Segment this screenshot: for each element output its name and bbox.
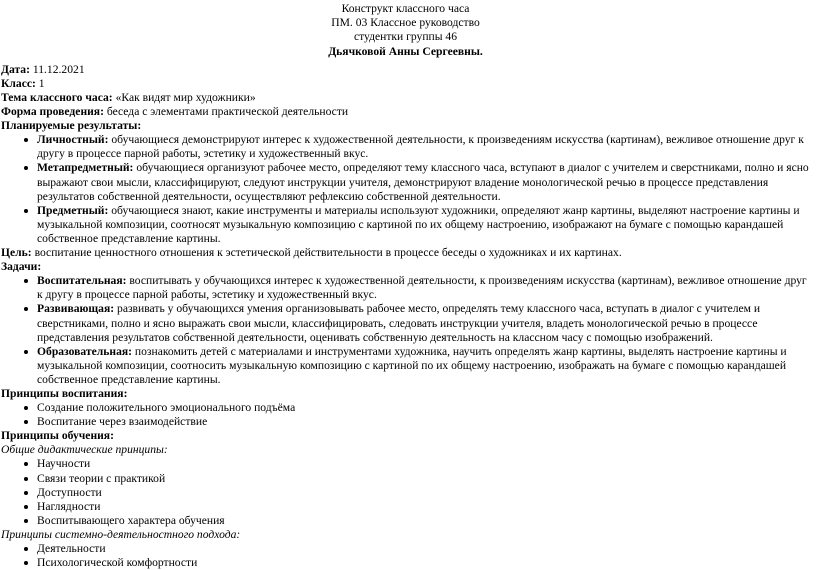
result-label: Метапредметный: [37,161,134,175]
goal-row [1,246,810,260]
tasks-list [1,274,810,387]
system-heading: Принципы системно-деятельностного подхода: [1,527,241,541]
task-item-educational [37,345,810,387]
upbringing-heading: Принципы воспитания: [1,386,128,400]
task-item-developing [37,302,810,344]
task-text: познакомить детей с материалами и инструментами художника, научить определять жанр картины, выделять настроение картины и музыкальной композиции, соотносить музыкальную композицию с картиной по их общему настроению, изображать на бумаге с помощью карандашей собственное представление картины. [37,344,787,386]
didactic-list [1,457,810,527]
result-item-metasubject [37,161,810,203]
task-label: Развивающая: [37,302,115,316]
document-header [1,2,810,59]
result-item-subject [37,204,810,246]
form-value: беседа с элементами практической деятельности [106,105,349,119]
goal-label: Цель: [1,246,32,260]
task-label: Образовательная: [37,344,133,358]
date-value: 11.12.2021 [32,62,85,76]
list-item: Создание положительного эмоционального подъёма [37,401,810,415]
form-label: Форма проведения: [1,105,104,119]
form-row [1,105,810,119]
learning-heading: Принципы обучения: [1,429,114,443]
list-item: Научности [37,457,810,471]
class-value: 1 [38,76,45,90]
didactic-heading: Общие дидактические принципы: [1,443,168,457]
results-heading: Планируемые результаты: [1,119,142,133]
meta-block [1,63,810,119]
results-list [1,133,810,246]
task-item-upbringing [37,274,810,302]
list-item: Связи теории с практикой [37,472,810,486]
task-text: развивать у обучающихся умения организовывать рабочее место, определять тему классного часа, вступать в диалог с учителем и сверстниками, полно и ясно выражать свои мысли, классифицировать, следовать инструкции учителя, владеть монологической речью в процессе представления результатов собственной деятельности, оценивать собственную деятельность на классном часу с помощью изображений. [37,302,761,344]
system-list [1,542,810,570]
list-item: Психологической комфортности [37,556,810,570]
result-label: Личностный: [37,133,109,147]
list-item: Деятельности [37,542,810,556]
result-item-personal [37,133,810,161]
list-item: Воспитывающего характера обучения [37,514,810,528]
result-text: обучающиеся организуют рабочее место, определяют тему классного часа, вступают в диалог с учителем и сверстниками, полно и ясно выражают свои мысли, классифицируют, следуют инструкции учителя, демонстрируют владение монологической речью в процессе представления результатов собственной деятельности, осуществляют рефлексию собственной деятельности. [37,161,809,203]
list-item: Доступности [37,486,810,500]
topic-row [1,91,810,105]
result-label: Предметный: [37,203,109,217]
class-label: Класс: [1,76,36,90]
tasks-heading: Задачи: [1,260,42,274]
class-row [1,77,810,91]
topic-label: Тема классного часа: [1,91,113,104]
topic-value: «Как видят мир художники» [115,91,256,104]
task-label: Воспитательная: [37,274,127,288]
author-line: Дьячковой Анны Сергеевны. [328,44,483,58]
group-line: студентки группы 46 [353,30,458,44]
task-text: воспитывать у обучающихся интерес к художественной деятельности, к произведениям искусства (картинам), вежливое отношение друг к другу в процессе парной работы, эстетику и художественный вкус. [37,274,807,302]
list-item: Воспитание через взаимодействие [37,415,810,429]
date-label: Дата: [1,62,30,76]
module-line: ПМ. 03 Классное руководство [331,16,480,30]
goal-text: воспитание ценностного отношения к эстетической действительности в процессе беседы о художниках и их картинах. [34,246,622,260]
document-title: Конструкт классного часа [341,2,470,15]
date-row [1,63,810,77]
result-text: обучающиеся демонстрируют интерес к художественной деятельности, к произведениям искусства (картинам), вежливое отношение друг к другу в процессе парной работы, эстетику и художественный вкус. [37,133,804,161]
list-item: Наглядности [37,500,810,514]
upbringing-list [1,401,810,429]
result-text: обучающиеся знают, какие инструменты и материалы используют художники, определяют жанр картины, выделяют настроение картины и музыкальной композиции, соотносят музыкальную композицию с картиной по их общему настроению, изображают на бумаге с помощью карандашей собственное представление картины. [37,203,800,245]
